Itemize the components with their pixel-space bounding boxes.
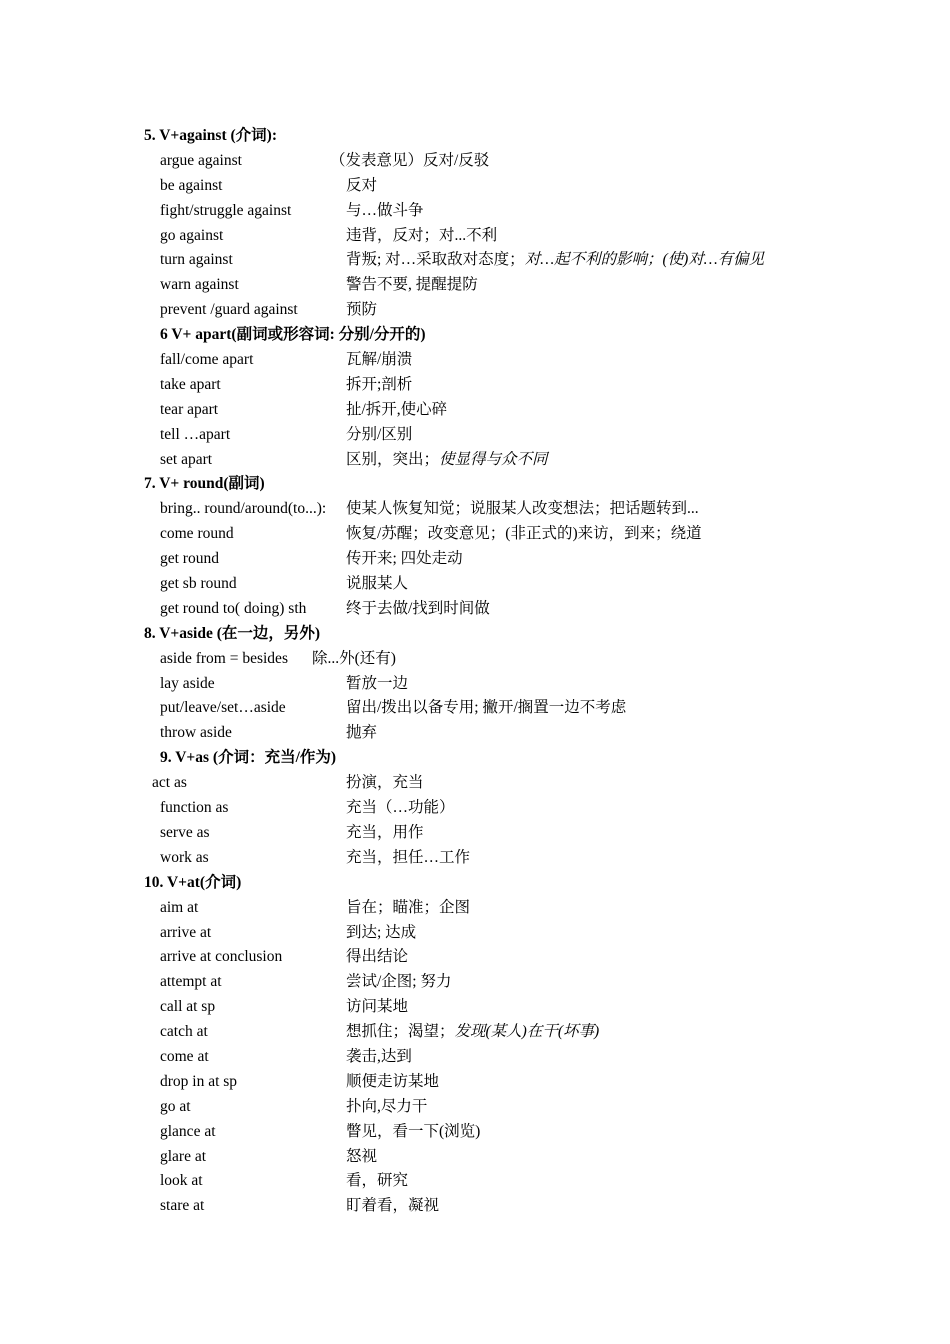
- phrase-definition: [346, 1194, 439, 1219]
- phrase-term: go at: [160, 1097, 191, 1115]
- phrase-term: aside from = besides: [160, 649, 288, 667]
- vocab-entry: [0, 1020, 950, 1045]
- phrase-term: stare at: [160, 1197, 205, 1215]
- vocab-entry: [0, 1045, 950, 1070]
- phrase-term: lay aside: [160, 674, 215, 692]
- definition-italic-text: 发现(某人)在干(坏事): [454, 1023, 600, 1041]
- phrase-definition: [346, 547, 463, 572]
- definition-text: 背叛; 对…采取敌对态度；: [346, 251, 525, 269]
- phrase-term: be against: [160, 176, 223, 194]
- phrase-definition: [346, 1169, 408, 1194]
- phrase-definition: [346, 921, 416, 946]
- phrase-definition: [346, 273, 478, 298]
- phrase-term: glance at: [160, 1122, 216, 1140]
- vocab-entry: [0, 970, 950, 995]
- definition-text: 瞥见，看一下(浏览): [346, 1122, 481, 1140]
- phrase-definition: [346, 398, 447, 423]
- phrase-term: come round: [160, 525, 234, 543]
- phrase-definition: [346, 1145, 377, 1170]
- vocab-entry: [0, 149, 950, 174]
- definition-text: 与…做斗争: [346, 201, 424, 219]
- vocab-entry: [0, 174, 950, 199]
- phrase-definition: [346, 522, 702, 547]
- phrase-term: look at: [160, 1172, 203, 1190]
- phrase-definition: [346, 448, 548, 473]
- vocab-entry: [0, 1194, 950, 1219]
- vocab-entry: [0, 1169, 950, 1194]
- phrase-definition: [346, 696, 626, 721]
- vocab-entry: [0, 721, 950, 746]
- vocab-entry: [0, 796, 950, 821]
- definition-text: 扑向,尽力干: [346, 1097, 428, 1115]
- phrase-definition: [346, 771, 424, 796]
- vocab-entry: [0, 672, 950, 697]
- definition-text: 反对: [346, 176, 378, 194]
- definition-text: 警告不要, 提醒提防: [346, 276, 478, 294]
- phrase-term: act as: [152, 774, 187, 792]
- phrase-term: get round to( doing) sth: [160, 599, 307, 617]
- phrase-term: warn against: [160, 276, 239, 294]
- phrase-term: call at sp: [160, 998, 216, 1016]
- vocab-entry: [0, 248, 950, 273]
- definition-text: 使某人恢复知觉；说服某人改变想法；把话题转到...: [346, 500, 699, 518]
- vocab-entry: [0, 273, 950, 298]
- phrase-term: tear apart: [160, 400, 219, 418]
- definition-text: 瓦解/崩溃: [346, 351, 413, 369]
- definition-text: 预防: [346, 301, 378, 319]
- phrase-definition: [346, 224, 497, 249]
- phrase-term: arrive at conclusion: [160, 948, 283, 966]
- phrase-term: aim at: [160, 898, 199, 916]
- phrase-term: attempt at: [160, 973, 222, 991]
- vocab-entry: [0, 547, 950, 572]
- phrase-definition: [346, 1120, 480, 1145]
- section-heading: 8. V+aside (在一边，另外): [144, 624, 321, 642]
- definition-text: 违背，反对；对...不利: [346, 226, 498, 244]
- phrase-definition: [346, 672, 408, 697]
- definition-text: 终于去做/找到时间做: [346, 599, 490, 617]
- phrase-definition: [346, 572, 408, 597]
- definition-text: 到达; 达成: [346, 923, 417, 941]
- definition-text: 留出/拨出以备专用; 撇开/搁置一边不考虑: [346, 699, 627, 717]
- phrase-term: set apart: [160, 450, 213, 468]
- definition-text: 拆开;剖析: [346, 375, 413, 393]
- vocab-entry: [0, 298, 950, 323]
- definition-italic-text: 使显得与众不同: [439, 450, 548, 468]
- definition-text: 区别，突出；: [346, 450, 440, 468]
- definition-text: 传开来; 四处走动: [346, 550, 463, 568]
- vocab-entry: [0, 1070, 950, 1095]
- phrase-term: function as: [160, 799, 229, 817]
- definition-text: 看，研究: [346, 1172, 409, 1190]
- definition-text: 恢复/苏醒；改变意见；(非正式的)来访，到来；绕道: [346, 525, 702, 543]
- vocab-entry: [0, 224, 950, 249]
- vocab-entry: [0, 522, 950, 547]
- phrase-definition: [346, 423, 412, 448]
- vocab-entry: [0, 448, 950, 473]
- document-body: [0, 124, 950, 1219]
- phrase-definition: [346, 1095, 427, 1120]
- section-heading: 7. V+ round(副词): [144, 475, 265, 493]
- vocab-entry: [0, 771, 950, 796]
- phrase-term: go against: [160, 226, 224, 244]
- phrase-term: put/leave/set…aside: [160, 699, 286, 717]
- phrase-term: drop in at sp: [160, 1072, 238, 1090]
- phrase-term: take apart: [160, 375, 221, 393]
- phrase-term: get round: [160, 550, 219, 568]
- section-heading: 5. V+against (介词):: [144, 127, 277, 144]
- definition-text: 除...外(还有): [312, 649, 396, 667]
- phrase-definition: [346, 995, 408, 1020]
- section-heading: 10. V+at(介词): [144, 873, 242, 891]
- phrase-definition: [346, 846, 470, 871]
- definition-text: 充当，担任…工作: [346, 848, 471, 866]
- vocab-entry: [0, 896, 950, 921]
- vocab-entry: [0, 199, 950, 224]
- phrase-definition: [346, 945, 408, 970]
- definition-text: （发表意见）反对/反驳: [330, 151, 490, 169]
- definition-text: 盯着看，凝视: [346, 1197, 440, 1215]
- definition-text: 袭击,达到: [346, 1047, 412, 1065]
- phrase-term: serve as: [160, 823, 210, 841]
- phrase-term: glare at: [160, 1147, 207, 1165]
- definition-text: 分别/区别: [346, 425, 413, 443]
- phrase-term: fall/come apart: [160, 351, 254, 369]
- phrase-definition: [346, 721, 377, 746]
- vocab-entry: [0, 647, 950, 672]
- vocab-entry: [0, 995, 950, 1020]
- definition-text: 充当，用作: [346, 823, 424, 841]
- vocab-entry: [0, 1095, 950, 1120]
- section-heading: 6 V+ apart(副词或形容词: 分别/分开的): [160, 326, 426, 344]
- definition-text: 尝试/企图; 努力: [346, 973, 452, 991]
- vocab-entry: [0, 597, 950, 622]
- phrase-term: argue against: [160, 151, 242, 169]
- definition-text: 想抓住；渴望；: [346, 1023, 455, 1041]
- phrase-definition: [346, 1045, 412, 1070]
- phrase-term: throw aside: [160, 724, 232, 742]
- phrase-term: get sb round: [160, 575, 237, 593]
- vocab-entry: [0, 423, 950, 448]
- phrase-definition: [330, 149, 489, 174]
- phrase-definition: [346, 597, 490, 622]
- vocab-entry: [0, 696, 950, 721]
- phrase-definition: [346, 348, 412, 373]
- phrase-term: work as: [160, 848, 209, 866]
- definition-text: 怒视: [346, 1147, 378, 1165]
- vocab-entry: [0, 921, 950, 946]
- vocab-entry: [0, 1120, 950, 1145]
- definition-text: 旨在；瞄准；企图: [346, 898, 471, 916]
- definition-text: 得出结论: [346, 948, 409, 966]
- phrase-definition: [346, 497, 699, 522]
- phrase-term: bring.. round/around(to...):: [160, 500, 327, 518]
- definition-text: 扮演，充当: [346, 774, 424, 792]
- vocab-entry: [0, 572, 950, 597]
- phrase-definition: [346, 199, 424, 224]
- phrase-definition: [312, 647, 396, 672]
- phrase-definition: [346, 373, 412, 398]
- vocab-entry: [0, 497, 950, 522]
- phrase-definition: [346, 298, 377, 323]
- definition-italic-text: 对…起不利的影响；(使)对…有偏见: [524, 251, 765, 269]
- phrase-term: come at: [160, 1047, 209, 1065]
- vocab-entry: [0, 398, 950, 423]
- phrase-definition: [346, 896, 470, 921]
- phrase-term: prevent /guard against: [160, 301, 298, 319]
- definition-text: 顺便走访某地: [346, 1072, 440, 1090]
- phrase-term: fight/struggle against: [160, 201, 292, 219]
- vocab-entry: [0, 821, 950, 846]
- phrase-definition: [346, 970, 452, 995]
- phrase-definition: [346, 1020, 599, 1045]
- definition-text: 扯/拆开,使心碎: [346, 400, 448, 418]
- phrase-term: catch at: [160, 1023, 208, 1041]
- definition-text: 抛弃: [346, 724, 378, 742]
- vocab-entry: [0, 373, 950, 398]
- phrase-definition: [346, 1070, 439, 1095]
- phrase-term: tell …apart: [160, 425, 231, 443]
- vocab-entry: [0, 1145, 950, 1170]
- phrase-definition: [346, 174, 377, 199]
- definition-text: 访问某地: [346, 998, 409, 1016]
- vocab-entry: [0, 348, 950, 373]
- phrase-definition: [346, 248, 764, 273]
- vocab-entry: [0, 846, 950, 871]
- vocab-entry: [0, 945, 950, 970]
- phrase-definition: [346, 821, 424, 846]
- definition-text: 说服某人: [346, 575, 409, 593]
- definition-text: 充当（…功能）: [346, 799, 455, 817]
- phrase-term: turn against: [160, 251, 233, 269]
- definition-text: 暂放一边: [346, 674, 409, 692]
- phrase-definition: [346, 796, 455, 821]
- section-heading: 9. V+as (介词：充当/作为): [160, 749, 337, 767]
- phrase-term: arrive at: [160, 923, 212, 941]
